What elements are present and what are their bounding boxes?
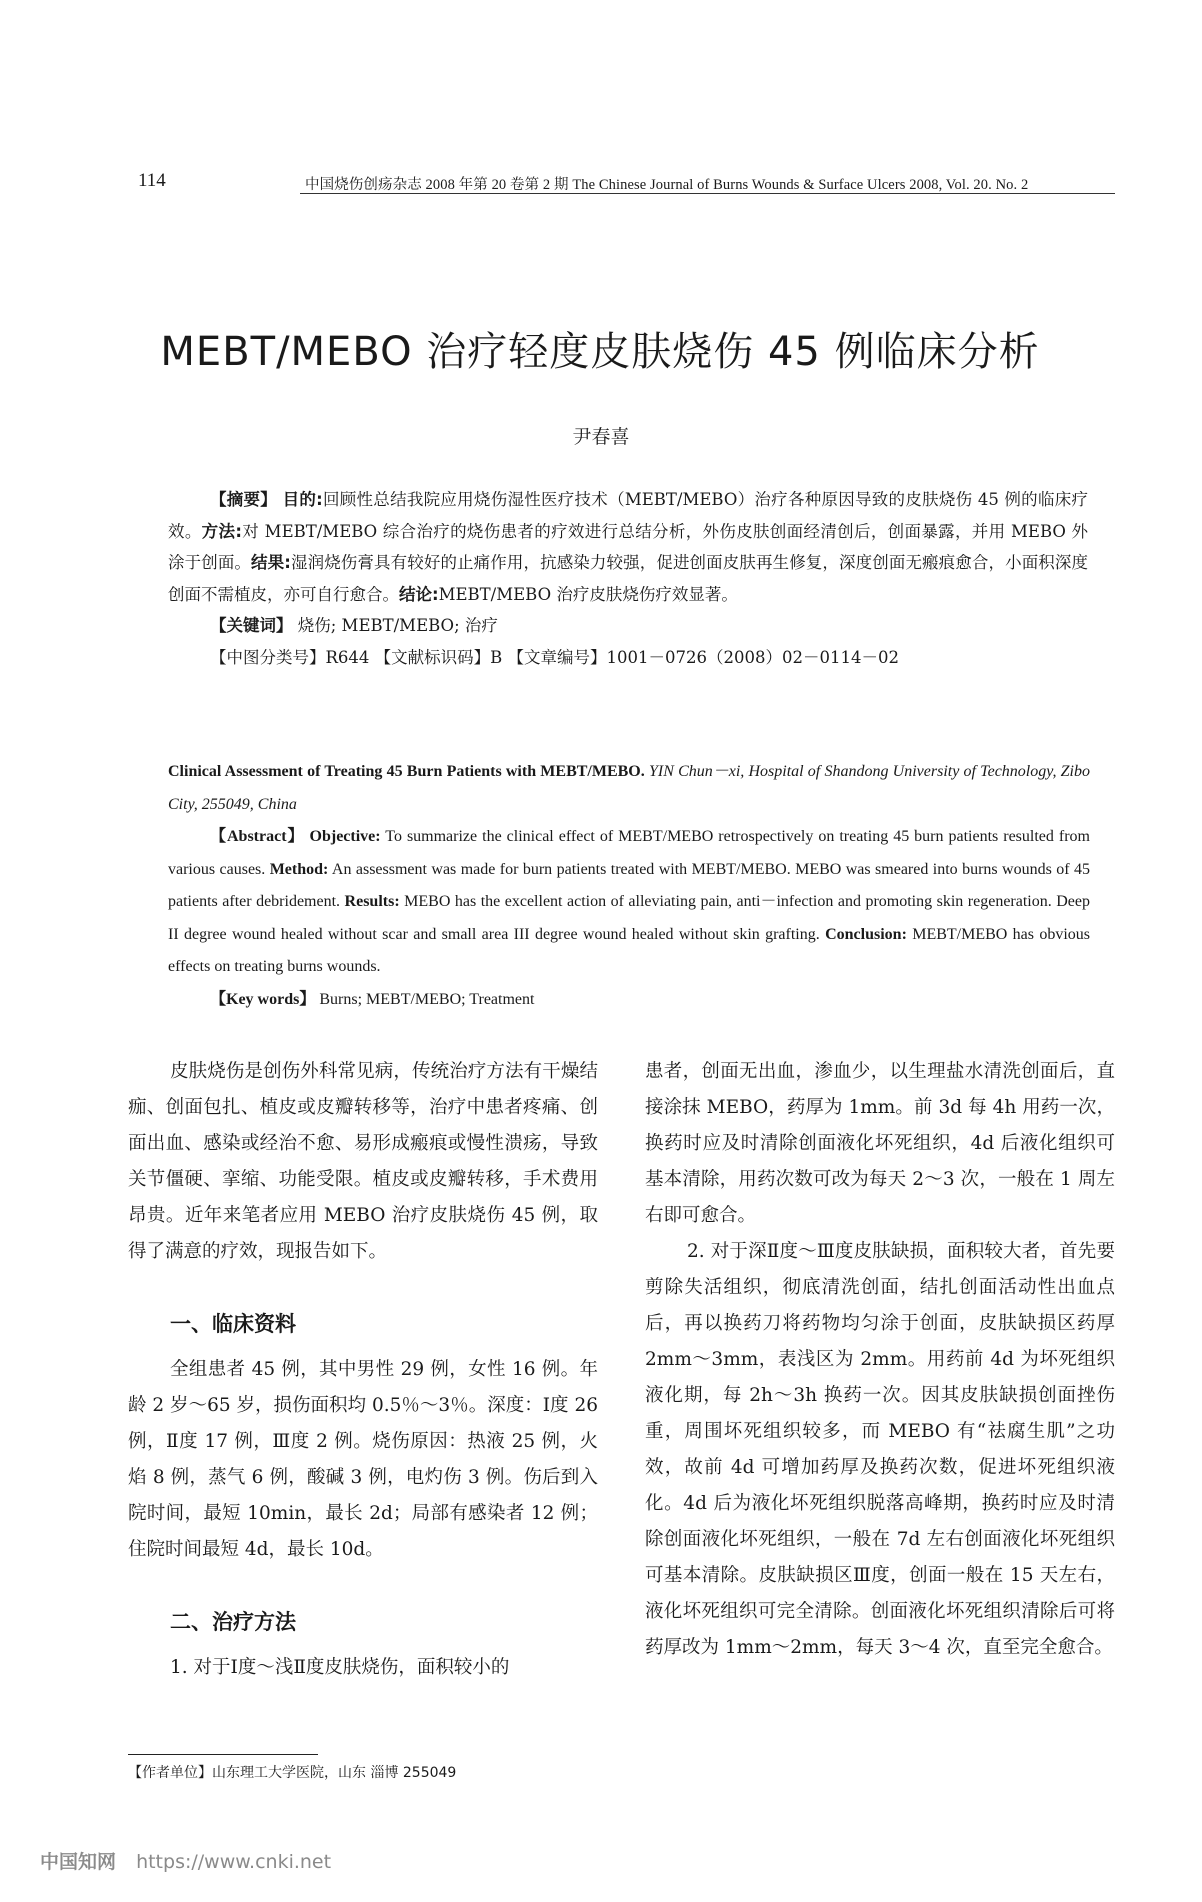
conclusion-label: 结论: bbox=[399, 584, 439, 604]
en-title: Clinical Assessment of Treating 45 Burn Patients with MEBT/MEBO. bbox=[168, 763, 645, 780]
treatment-paragraph-2: 2. 对于深Ⅱ度～Ⅲ度皮肤缺损，面积较大者，首先要剪除失活组织，彻底清洗创面，结扎创面活动性出血点后，再以换药刀将药物均匀涂于创面，皮肤缺损区药厚 2mm～3mm，表浅区为 2mm。用药前 4d 为坏死组织液化期，每 2h～3h 换药一次。因其皮肤缺损创面挫伤重，周围坏死组织较多，而 MEBO 有“祛腐生肌”之功效，故前 4d 可增加药厚及换药次数，促进坏死组织液化。4d 后为液化坏死组织脱落高峰期，换药时应及时清除创面液化坏死组织，一般在 7d 左右创面液化坏死组织可基本清除。皮肤缺损区Ⅲ度，创面一般在 15 天左右，液化坏死组织可完全清除。创面液化坏死组织清除后可将药厚改为 1mm～2mm，每天 3～4 次，直至完全愈合。 bbox=[645, 1241, 1115, 1658]
cnki-logo: 中国知网 bbox=[40, 1851, 117, 1873]
author-affiliation-footnote: 【作者单位】山东理工大学医院，山东 淄博 255049 bbox=[128, 1765, 457, 1781]
body-column-right bbox=[645, 1054, 1115, 1666]
body-column-left bbox=[128, 1054, 598, 1686]
en-conclusion-text: MEBT/MEBO has obvious effects on treating burns wounds. bbox=[168, 925, 1091, 975]
section-heading-clinical-data: 一、临床资料 bbox=[170, 1312, 296, 1336]
en-method-text: An assessment was made for burn patients treated with MEBT/MEBO. MEBO was smeared into burns wounds of 45 patients after debridement. bbox=[168, 860, 1091, 910]
cnki-watermark bbox=[40, 1847, 331, 1874]
chinese-abstract bbox=[168, 484, 1088, 673]
method-text: 对 MEBT/MEBO 综合治疗的烧伤患者的疗效进行总结分析，外伤皮肤创面经清创后，创面暴露，并用 MEBO 外涂于创面。 bbox=[168, 521, 1089, 572]
footnote-rule bbox=[128, 1754, 318, 1755]
en-objective-label: Objective: bbox=[309, 828, 381, 845]
page-number: 114 bbox=[138, 170, 166, 191]
method-label: 方法: bbox=[201, 521, 242, 541]
english-abstract bbox=[168, 756, 1090, 1016]
en-results-text: MEBO has the excellent action of alleviating pain, anti－infection and promoting skin regeneration. Deep II degree wound healed without scar and small area III degree wound healed without skin grafting. bbox=[168, 893, 1090, 943]
clinical-data-paragraph: 全组患者 45 例，其中男性 29 例，女性 16 例。年龄 2 岁～65 岁，损伤面积均 0.5％～3％。深度：Ⅰ度 26 例，Ⅱ度 17 例，Ⅲ度 2 例。烧伤原因：热液 25 例，火焰 8 例，蒸气 6 例，酸碱 3 例，电灼伤 3 例。伤后到入院时间，最短 10min，最长 2d；局部有感染者 12 例；住院时间最短 4d，最长 10d。 bbox=[128, 1359, 598, 1560]
result-label: 结果: bbox=[251, 553, 291, 572]
author: 尹春喜 bbox=[572, 426, 630, 448]
objective-label: 目的: bbox=[282, 490, 323, 509]
objective-text: 回顾性总结我院应用烧伤湿性医疗技术（MEBT/MEBO）治疗各种原因导致的皮肤烧伤 45 例的临床疗效。 bbox=[168, 490, 1088, 541]
conclusion-text: MEBT/MEBO 治疗皮肤烧伤疗效显著。 bbox=[438, 584, 738, 604]
running-head: 中国烧伤创疡杂志 2008 年第 20 卷第 2 期 The Chinese Journal of Burns Wounds & Surface Ulcers 2008, Vol. 20. No. 2 bbox=[305, 177, 1029, 193]
en-keywords-label: 【Key words】 bbox=[210, 990, 316, 1008]
intro-paragraph: 皮肤烧伤是创伤外科常见病，传统治疗方法有干燥结痂、创面包扎、植皮或皮瓣转移等，治疗中患者疼痛、创面出血、感染或经治不愈、易形成瘢痕或慢性溃疡，导致关节僵硬、挛缩、功能受限。植皮或皮瓣转移，手术费用昂贵。近年来笔者应用 MEBO 治疗皮肤烧伤 45 例，取得了满意的疗效，现报告如下。 bbox=[128, 1061, 598, 1262]
result-text: 湿润烧伤膏具有较好的止痛作用，抗感染力较强，促进创面皮肤再生修复，深度创面无瘢痕愈合，小面积深度创面不需植皮，亦可自行愈合。 bbox=[168, 553, 1089, 604]
article-title: MEBT/MEBO 治疗轻度皮肤烧伤 45 例临床分析 bbox=[160, 329, 1040, 375]
keywords-label: 【关键词】 bbox=[210, 616, 293, 635]
en-results-label: Results: bbox=[344, 893, 400, 910]
cnki-url[interactable]: https://www.cnki.net bbox=[136, 1851, 332, 1873]
en-keywords-text: Burns; MEBT/MEBO; Treatment bbox=[319, 990, 535, 1008]
treatment-paragraph-1-cont: 患者，创面无出血，渗血少，以生理盐水清洗创面后，直接涂抹 MEBO，药厚为 1mm。前 3d 每 4h 用药一次，换药时应及时清除创面液化坏死组织，4d 后液化组织可基本清除，用药次数可改为每天 2～3 次，一般在 1 周左右即可愈合。 bbox=[645, 1061, 1115, 1226]
en-author-affiliation: YIN Chun－xi, Hospital of Shandong University of Technology, Zibo City, 255049, China bbox=[168, 763, 1091, 813]
en-conclusion-label: Conclusion: bbox=[825, 925, 907, 943]
keywords-text: 烧伤; MEBT/MEBO; 治疗 bbox=[297, 616, 498, 635]
section-heading-treatment: 二、治疗方法 bbox=[170, 1610, 296, 1634]
abstract-label: 【摘要】 bbox=[210, 490, 278, 509]
en-abstract-label: 【Abstract】 bbox=[210, 828, 305, 845]
en-objective-text: To summarize the clinical effect of MEBT/MEBO retrospectively on treating 45 burn patients resulted from various causes. bbox=[168, 828, 1090, 878]
header-rule bbox=[300, 193, 1115, 194]
en-method-label: Method: bbox=[269, 860, 329, 878]
treatment-paragraph-1-start: 1. 对于Ⅰ度～浅Ⅱ度皮肤烧伤，面积较小的 bbox=[170, 1657, 510, 1678]
classification-meta: 【中图分类号】R644 【文献标识码】B 【文章编号】1001－0726（2008）02－0114－02 bbox=[210, 647, 899, 667]
